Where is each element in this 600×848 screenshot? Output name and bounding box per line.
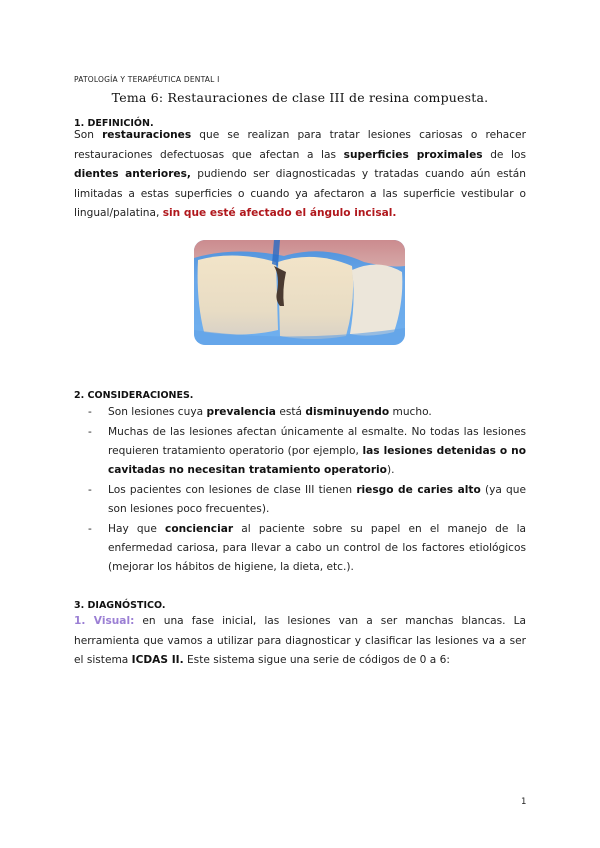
section-heading-diagnostico: 3. DIAGNÓSTICO. <box>74 600 166 611</box>
document-header: PATOLOGÍA Y TERAPÉUTICA DENTAL I <box>74 75 220 84</box>
definition-paragraph: Son restauraciones que se realizan para tratar lesiones cariosas o rehacer restauraciones defectuosas que afectan a las superficies proximales de los dientes anteriores, pudiendo ser diagnosticadas y tratadas cuando aún están limitadas a estas superficies o cuando ya afectaron a las superficie vestibular o lingual/palatina, sin que esté afectado el ángulo incisal. <box>74 129 527 219</box>
list-item: - Muchas de las lesiones afectan únicamente al esmalte. No todas las lesiones requieren tratamiento operatorio (por ejemplo, las lesiones detenidas o no cavitadas no necesitan tratamiento operatorio). <box>88 426 526 476</box>
list-item: - Los pacientes con lesiones de clase III tienen riesgo de caries alto (ya que son lesiones poco frecuentes). <box>88 484 526 515</box>
list-item: - Son lesiones cuya prevalencia está disminuyendo mucho. <box>88 406 432 418</box>
teeth-illustration <box>194 240 405 345</box>
section-heading-definicion: 1. DEFINICIÓN. <box>74 118 154 129</box>
section-heading-consideraciones: 2. CONSIDERACIONES. <box>74 390 194 401</box>
considerations-list <box>88 403 526 578</box>
list-item: - Hay que concienciar al paciente sobre su papel en el manejo de la enfermedad cariosa, para llevar a cabo un control de los factores etiológicos (mejorar los hábitos de higiene, la dieta, etc.). <box>88 523 526 573</box>
page-title: Tema 6: Restauraciones de clase III de resina compuesta. <box>111 90 489 105</box>
page-number: 1 <box>521 797 527 807</box>
teeth-photo <box>194 240 405 345</box>
diagnosis-paragraph: 1. Visual: en una fase inicial, las lesiones van a ser manchas blancas. La herramienta que vamos a utilizar para diagnosticar y clasificar las lesiones va a ser el sistema ICDAS II. Este sistema sigue una serie de códigos de 0 a 6: <box>74 615 527 666</box>
